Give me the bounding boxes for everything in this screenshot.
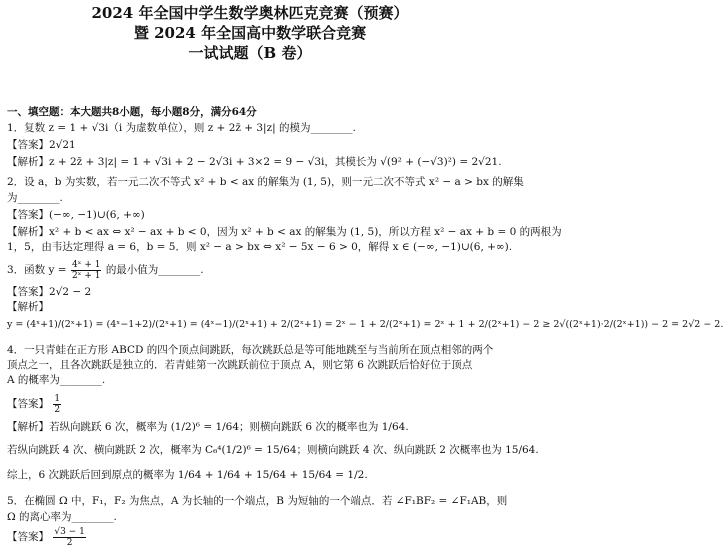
question-1: 1．复数 z = 1 + √3i（i 为虚数单位），则 z + 2z̄ + 3|z| 的模为________.	[7, 122, 356, 134]
solution-4-line-3: 综上，6 次跳跃后回到原点的概率为 1/64 + 1/64 + 15/64 + 15/64 = 1/2.	[7, 469, 368, 481]
answer-4-numerator: 1	[54, 393, 61, 404]
solution-1: 【解析】z + 2z̄ + 3|z| = 1 + √3i + 2 − 2√3i + 3×2 = 9 − √3i，其模长为 √(9² + (−√3)²) = 2√21.	[7, 156, 502, 168]
answer-5-denominator: 2	[66, 537, 73, 548]
solution-2-line-2: 1，5，由韦达定理得 a = 6，b = 5．则 x² − a > bx ⇔ x² − 5x − 6 > 0，解得 x ∈ (−∞, −1)∪(6, +∞).	[7, 241, 513, 253]
answer-4-denominator: 2	[54, 404, 61, 415]
solution-3-label: 【解析】	[7, 301, 49, 313]
question-2-line-2: 为________.	[7, 192, 63, 204]
question-5-line-1: 5．在椭圆 Ω 中，F₁，F₂ 为焦点，A 为长轴的一个端点，B 为短轴的一个端点．若 ∠F₁BF₂ = ∠F₁AB，则	[7, 495, 508, 507]
question-3-denominator: 2ˣ + 1	[71, 270, 101, 281]
solution-3: y = (4ˣ+1)/(2ˣ+1) = (4ˣ−1+2)/(2ˣ+1) = (4ˣ−1)/(2ˣ+1) + 2/(2ˣ+1) = 2ˣ − 1 + 2/(2ˣ+1) = 2ˣ + 1 + 2/(2ˣ+1) − 2 ≥ 2√((2ˣ+1)·2/(2ˣ+1)) − 2 = 2√2 − 2.	[7, 319, 723, 330]
answer-5-label: 【答案】	[7, 531, 49, 543]
answer-5	[7, 525, 495, 549]
question-4-line-3: A 的概率为________.	[7, 374, 106, 386]
question-3	[7, 258, 495, 282]
answer-1: 【答案】2√21	[7, 139, 76, 151]
solution-4-line-2: 若纵向跳跃 4 次、横向跳跃 2 次，概率为 C₆⁴(1/2)⁶ = 15/64；则横向跳跃 4 次、纵向跳跃 2 次概率也为 15/64.	[7, 444, 539, 456]
question-2-line-1: 2．设 a，b 为实数，若一元二次不等式 x² + b < ax 的解集为 (1, 5)，则一元二次不等式 x² − a > bx 的解集	[7, 176, 524, 188]
question-3-suffix: 的最小值为________.	[105, 264, 204, 276]
exam-title-line-1: 2024 年全国中学生数学奥林匹克竞赛（预赛）	[91, 4, 409, 22]
answer-4-label: 【答案】	[7, 398, 49, 410]
answer-2: 【答案】(−∞, −1)∪(6, +∞)	[7, 209, 145, 221]
question-3-prefix: 3．函数 y =	[7, 264, 67, 276]
question-4-line-2: 顶点之一，且各次跳跃是独立的．若青蛙第一次跳跃前位于顶点 A，则它第 6 次跳跃后恰好位于顶点	[7, 359, 473, 371]
solution-2-line-1: 【解析】x² + b < ax ⇔ x² − ax + b < 0，因为 x² + b < ax 的解集为 (1, 5)，所以方程 x² − ax + b = 0 的两根为	[7, 226, 562, 238]
section-heading: 一、填空题：本大题共8小题，每小题8分，满分64分	[7, 106, 257, 118]
question-3-numerator: 4ˣ + 1	[71, 259, 101, 270]
solution-4-line-1: 【解析】若纵向跳跃 6 次，概率为 (1/2)⁶ = 1/64；则横向跳跃 6 次的概率也为 1/64.	[7, 421, 409, 433]
answer-3: 【答案】2√2 − 2	[7, 286, 92, 298]
question-4-line-1: 4．一只青蛙在正方形 ABCD 的四个顶点间跳跃，每次跳跃总是等可能地跳至与当前所在顶点相邻的两个	[7, 344, 494, 356]
answer-5-numerator: √3 − 1	[54, 526, 85, 537]
answer-4-fraction	[53, 394, 61, 415]
exam-title-line-2: 暨 2024 年全国高中数学联合竞赛	[133, 24, 367, 42]
answer-4	[7, 392, 495, 416]
question-5-line-2: Ω 的离心率为________.	[7, 511, 117, 523]
answer-5-fraction	[53, 527, 85, 548]
exam-title-line-3: 一试试题（B 卷）	[188, 44, 312, 62]
question-3-fraction	[71, 260, 102, 281]
